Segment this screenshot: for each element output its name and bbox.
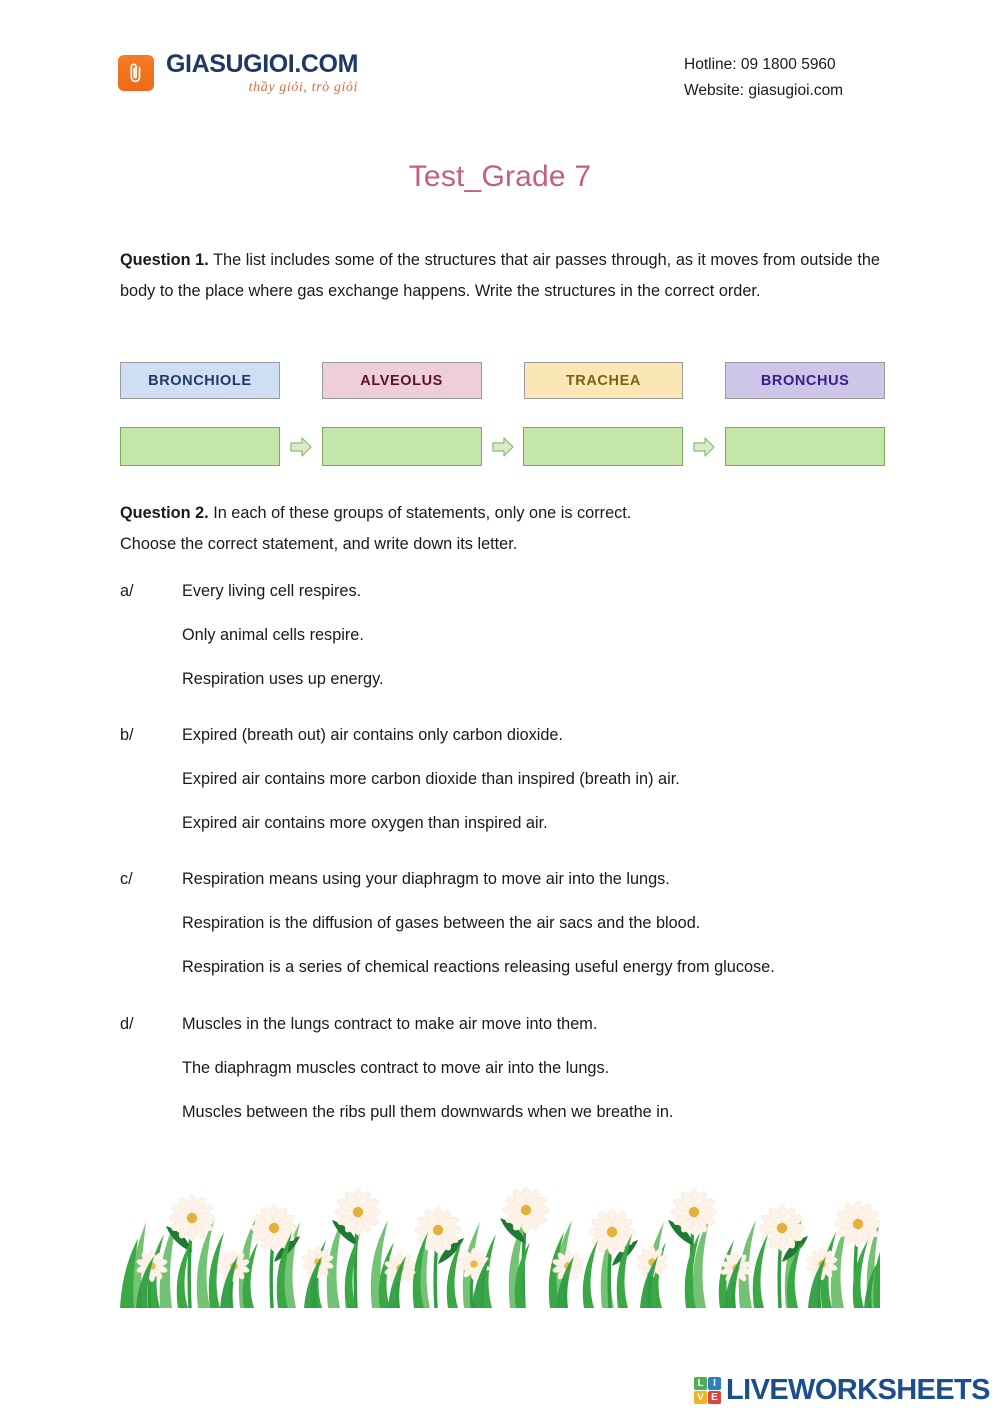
statement-row bbox=[120, 812, 900, 834]
statement-row bbox=[120, 956, 900, 978]
term-boxes-row bbox=[120, 362, 885, 399]
statement-group-a bbox=[120, 580, 900, 690]
arrow-right-icon bbox=[683, 435, 725, 459]
statement-text[interactable]: Respiration is the diffusion of gases between the air sacs and the blood. bbox=[182, 914, 701, 932]
liveworksheets-wordmark: LIVEWORKSHEETS bbox=[726, 1374, 990, 1406]
statement-text[interactable]: Respiration means using your diaphragm to move air into the lungs. bbox=[182, 870, 670, 888]
term-label: ALVEOLUS bbox=[360, 372, 443, 389]
question-2-prompt-line2: Choose the correct statement, and write down its letter. bbox=[120, 535, 518, 553]
tile-l: L bbox=[694, 1377, 707, 1390]
question-1-prompt bbox=[120, 245, 880, 307]
ordering-exercise bbox=[120, 362, 885, 466]
statement-text[interactable]: Respiration is a series of chemical reactions releasing useful energy from glucose. bbox=[182, 958, 775, 976]
term-label: BRONCHUS bbox=[760, 372, 850, 389]
question-1-text: The list includes some of the structures that air passes through, as it moves from outside the body to the place where gas exchange happens. Write the structures in the correct order. bbox=[120, 251, 880, 300]
term-label: TRACHEA bbox=[565, 372, 641, 389]
statement-text[interactable]: Muscles between the ribs pull them downwards when we breathe in. bbox=[182, 1103, 674, 1121]
statement-text[interactable]: Every living cell respires. bbox=[182, 582, 362, 600]
statement-row bbox=[120, 912, 900, 934]
statement-row bbox=[120, 668, 900, 690]
question-2-label: Question 2. bbox=[120, 504, 209, 522]
statement-text[interactable]: Respiration uses up energy. bbox=[182, 670, 384, 688]
statement-text[interactable]: Expired air contains more oxygen than inspired air. bbox=[182, 814, 548, 832]
statement-text[interactable]: Expired air contains more carbon dioxide than inspired (breath in) air. bbox=[182, 770, 680, 788]
tile-e: E bbox=[708, 1391, 721, 1404]
answer-slot-4[interactable] bbox=[725, 427, 885, 466]
term-label: BRONCHIOLE bbox=[148, 372, 252, 389]
term-box-alveolus[interactable] bbox=[322, 362, 482, 399]
page-title: Test_Grade 7 bbox=[408, 160, 592, 193]
statement-group-c bbox=[120, 868, 900, 978]
statement-row bbox=[120, 580, 900, 602]
paperclip-icon bbox=[118, 55, 154, 91]
statement-row bbox=[120, 724, 900, 746]
statement-text[interactable]: Expired (breath out) air contains only carbon dioxide. bbox=[182, 726, 564, 744]
group-letter: c/ bbox=[120, 870, 133, 888]
group-letter: b/ bbox=[120, 726, 134, 744]
group-letter-spacer bbox=[120, 956, 182, 978]
site-logo bbox=[118, 52, 358, 95]
group-letter-spacer bbox=[120, 668, 182, 690]
statement-row bbox=[120, 1101, 900, 1123]
answer-slot-1[interactable] bbox=[120, 427, 280, 466]
group-letter-spacer bbox=[120, 812, 182, 834]
liveworksheets-tiles-icon bbox=[694, 1377, 721, 1404]
statement-row bbox=[120, 624, 900, 646]
group-letter: a/ bbox=[120, 582, 134, 600]
term-box-bronchiole[interactable] bbox=[120, 362, 280, 399]
liveworksheets-logo bbox=[694, 1374, 990, 1407]
website-text: Website: giasugioi.com bbox=[684, 82, 844, 99]
question-2-block bbox=[120, 498, 880, 560]
page-header bbox=[0, 52, 1000, 112]
arrow-right-icon bbox=[280, 435, 322, 459]
contact-info bbox=[684, 52, 843, 104]
question-1-label: Question 1. bbox=[120, 251, 209, 269]
answer-slot-3[interactable] bbox=[523, 427, 683, 466]
daisy-grass-border-image bbox=[120, 1160, 880, 1308]
statement-row bbox=[120, 1013, 900, 1035]
question-2-text-1: In each of these groups of statements, only one is correct. bbox=[208, 504, 632, 522]
answer-slot-2[interactable] bbox=[322, 427, 482, 466]
group-letter-spacer bbox=[120, 624, 182, 646]
term-box-bronchus[interactable] bbox=[725, 362, 885, 399]
statement-text[interactable]: The diaphragm muscles contract to move air into the lungs. bbox=[182, 1059, 610, 1077]
tile-v: V bbox=[694, 1391, 707, 1404]
arrow-right-icon bbox=[482, 435, 524, 459]
group-letter-spacer bbox=[120, 1057, 182, 1079]
answer-boxes-row bbox=[120, 427, 885, 466]
statement-row bbox=[120, 768, 900, 790]
tile-i: I bbox=[708, 1377, 721, 1390]
statement-group-b bbox=[120, 724, 900, 834]
brand-name: GIASUGIOI.COM bbox=[166, 50, 359, 78]
statement-text[interactable]: Only animal cells respire. bbox=[182, 626, 364, 644]
hotline-text: Hotline: 09 1800 5960 bbox=[684, 56, 836, 73]
group-letter-spacer bbox=[120, 1101, 182, 1123]
term-box-trachea[interactable] bbox=[524, 362, 684, 399]
group-letter-spacer bbox=[120, 768, 182, 790]
question-1-block bbox=[120, 245, 880, 307]
statement-group-d bbox=[120, 1013, 900, 1123]
brand-tagline: thầy giỏi, trò giỏi bbox=[248, 80, 359, 95]
group-letter-spacer bbox=[120, 912, 182, 934]
statement-row bbox=[120, 1057, 900, 1079]
statement-row bbox=[120, 868, 900, 890]
statement-text[interactable]: Muscles in the lungs contract to make air move into them. bbox=[182, 1015, 598, 1033]
group-letter: d/ bbox=[120, 1015, 134, 1033]
question-2-prompt-line1 bbox=[120, 498, 880, 529]
